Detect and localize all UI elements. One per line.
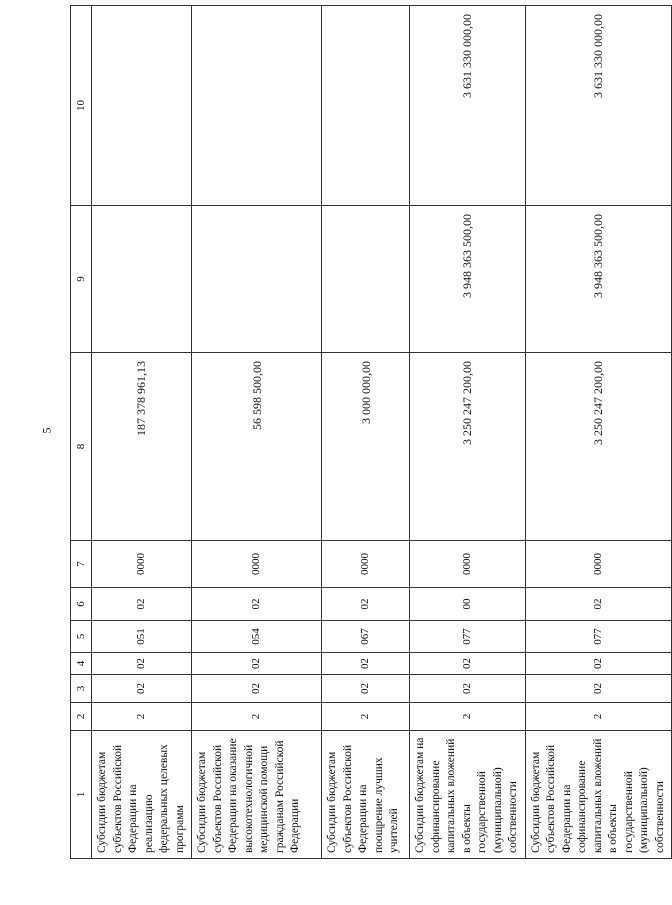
code-cell: 2 bbox=[192, 703, 322, 731]
column-header-6: 6 bbox=[71, 588, 92, 621]
code-cell: 02 bbox=[410, 675, 526, 703]
code-cell: 00 bbox=[410, 588, 526, 621]
code-cell: 067 bbox=[322, 621, 410, 653]
code-cell: 077 bbox=[525, 621, 672, 653]
subsidy-name-cell: Субсидии бюджетам субъектов Российской Федерации на поощрение лучших учителей bbox=[322, 731, 410, 859]
column-header-7: 7 bbox=[71, 541, 92, 588]
code-cell: 02 bbox=[92, 588, 192, 621]
table-row bbox=[192, 6, 322, 859]
table-row bbox=[525, 6, 672, 859]
amount-cell: 3 631 330 000,00 bbox=[410, 6, 526, 206]
subsidy-name-cell: Субсидии бюджетам субъектов Российской Федерации на оказание высокотехнологичной медицинской помощи гражданам Российской Федерации bbox=[192, 731, 322, 859]
column-header-5: 5 bbox=[71, 621, 92, 653]
amount-cell: 3 631 330 000,00 bbox=[525, 6, 672, 206]
amount-cell bbox=[92, 6, 192, 206]
table-row bbox=[322, 6, 410, 859]
code-cell: 2 bbox=[322, 703, 410, 731]
code-cell: 02 bbox=[322, 675, 410, 703]
amount-cell bbox=[92, 206, 192, 353]
amount-cell bbox=[192, 206, 322, 353]
table-body bbox=[92, 6, 672, 859]
subsidy-name-cell: Субсидии бюджетам на софинансирование капитальных вложений в объекты государственной (муниципальной) собственности bbox=[410, 731, 526, 859]
column-header-1: 1 bbox=[71, 731, 92, 859]
amount-cell: 3 250 247 200,00 bbox=[525, 353, 672, 541]
code-cell: 02 bbox=[410, 653, 526, 675]
column-header-9: 9 bbox=[71, 206, 92, 353]
budget-table bbox=[70, 5, 672, 859]
amount-cell bbox=[322, 6, 410, 206]
code-cell: 02 bbox=[192, 675, 322, 703]
code-cell: 2 bbox=[410, 703, 526, 731]
column-header-10: 10 bbox=[71, 6, 92, 206]
subsidy-name-cell: Субсидии бюджетам субъектов Российской Федерации на софинансирование капитальных вложений в объекты государственной (муниципальной) собственности bbox=[525, 731, 672, 859]
amount-cell bbox=[192, 6, 322, 206]
table-row bbox=[410, 6, 526, 859]
code-cell: 0000 bbox=[322, 541, 410, 588]
column-header-2: 2 bbox=[71, 703, 92, 731]
code-cell: 02 bbox=[525, 675, 672, 703]
code-cell: 02 bbox=[192, 588, 322, 621]
amount-cell: 3 250 247 200,00 bbox=[410, 353, 526, 541]
code-cell: 051 bbox=[92, 621, 192, 653]
column-header-8: 8 bbox=[71, 353, 92, 541]
amount-cell: 3 000 000,00 bbox=[322, 353, 410, 541]
subsidy-name-cell: Субсидии бюджетам субъектов Российской Федерации на реализацию федеральных целевых программ bbox=[92, 731, 192, 859]
code-cell: 077 bbox=[410, 621, 526, 653]
table-header bbox=[71, 6, 92, 859]
code-cell: 2 bbox=[92, 703, 192, 731]
code-cell: 02 bbox=[92, 653, 192, 675]
code-cell: 2 bbox=[525, 703, 672, 731]
code-cell: 02 bbox=[192, 653, 322, 675]
code-cell: 054 bbox=[192, 621, 322, 653]
code-cell: 02 bbox=[322, 588, 410, 621]
header-row bbox=[71, 6, 92, 859]
amount-cell: 3 948 363 500,00 bbox=[410, 206, 526, 353]
code-cell: 02 bbox=[92, 675, 192, 703]
code-cell: 0000 bbox=[410, 541, 526, 588]
code-cell: 02 bbox=[322, 653, 410, 675]
amount-cell: 56 598 500,00 bbox=[192, 353, 322, 541]
code-cell: 02 bbox=[525, 588, 672, 621]
amount-cell: 187 378 961,13 bbox=[92, 353, 192, 541]
column-header-4: 4 bbox=[71, 653, 92, 675]
rotated-table-frame bbox=[70, 6, 666, 859]
page-number: 5 bbox=[39, 427, 54, 434]
column-header-3: 3 bbox=[71, 675, 92, 703]
rotated-table-container bbox=[70, 6, 666, 859]
table-row bbox=[92, 6, 192, 859]
code-cell: 02 bbox=[525, 653, 672, 675]
amount-cell: 3 948 363 500,00 bbox=[525, 206, 672, 353]
code-cell: 0000 bbox=[525, 541, 672, 588]
amount-cell bbox=[322, 206, 410, 353]
code-cell: 0000 bbox=[192, 541, 322, 588]
code-cell: 0000 bbox=[92, 541, 192, 588]
